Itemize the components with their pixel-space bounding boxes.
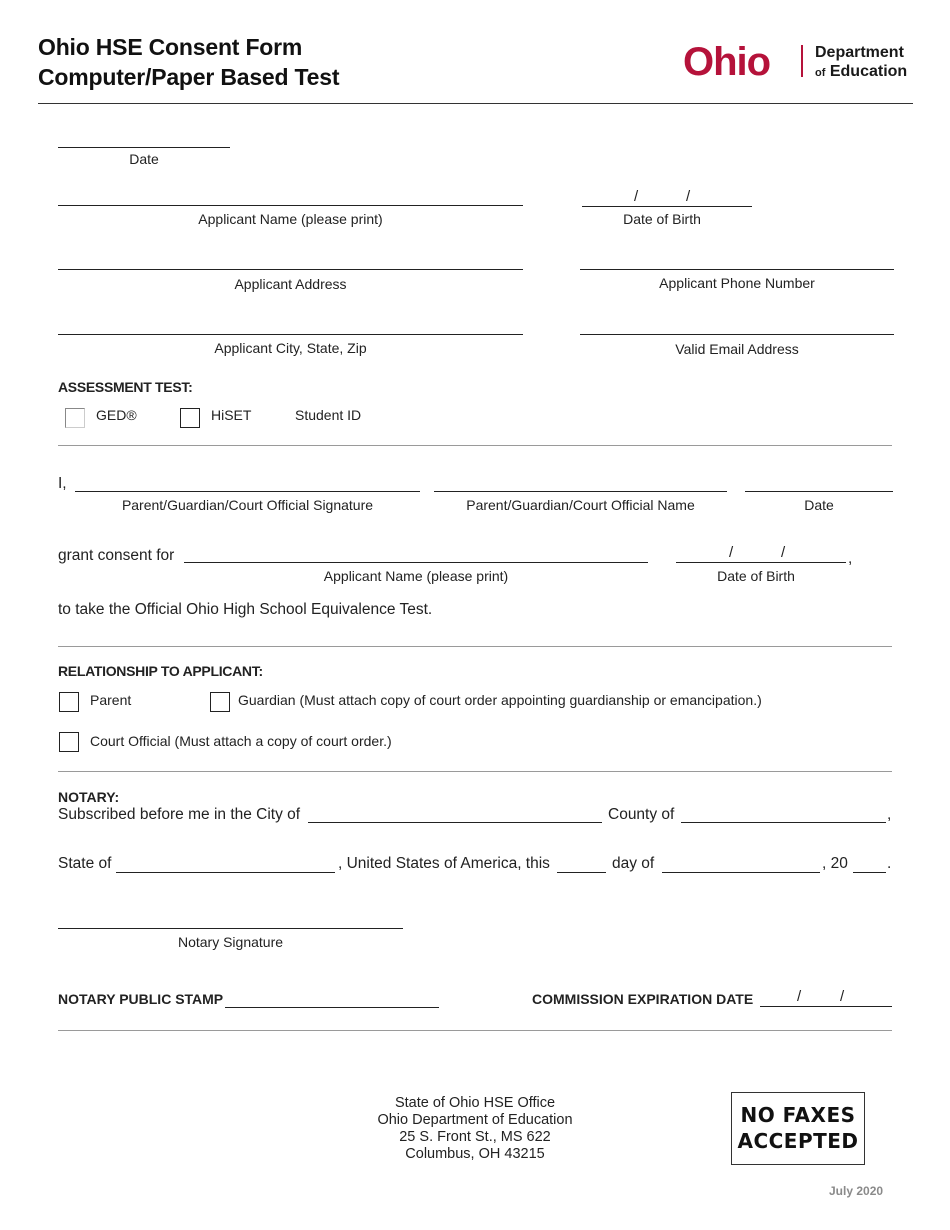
court-official-checkbox[interactable]	[59, 732, 79, 752]
date-field[interactable]	[58, 147, 230, 148]
ged-label: GED®	[96, 407, 137, 423]
email-field[interactable]	[580, 334, 894, 335]
day-of-label: day of	[612, 855, 655, 872]
ged-checkbox[interactable]	[65, 408, 85, 428]
notary-city-field[interactable]	[308, 822, 602, 823]
notary-month-field[interactable]	[662, 872, 820, 873]
email-label: Valid Email Address	[675, 341, 799, 357]
commission-slash-1: /	[797, 988, 802, 1005]
notary-year-field[interactable]	[853, 872, 886, 873]
commission-expiration-label: COMMISSION EXPIRATION DATE	[532, 991, 754, 1007]
section-rule-1	[58, 445, 892, 446]
county-label: County of	[608, 806, 675, 823]
applicant-address-label: Applicant Address	[234, 276, 347, 292]
logo-dept-line1: Department	[815, 44, 904, 61]
logo-divider	[801, 45, 803, 77]
applicant-name-field[interactable]	[58, 205, 523, 206]
grant-consent-label: grant consent for	[58, 547, 175, 564]
guardian-signature-field[interactable]	[75, 491, 420, 492]
form-title-line2: Computer/Paper Based Test	[38, 64, 340, 90]
consent-applicant-name-field[interactable]	[184, 562, 648, 563]
consent-dob-slash-1: /	[729, 544, 734, 561]
phone-field[interactable]	[580, 269, 894, 270]
address-line-4: Columbus, OH 43215	[405, 1146, 545, 1162]
consent-dob-field[interactable]	[676, 562, 846, 563]
hiset-checkbox[interactable]	[180, 408, 200, 428]
commission-expiration-field[interactable]	[760, 1006, 892, 1007]
no-faxes-line2: ACCEPTED	[737, 1129, 859, 1153]
no-faxes-line1: NO FAXES	[740, 1103, 856, 1127]
parent-checkbox[interactable]	[59, 692, 79, 712]
consent-dob-comma: ,	[848, 550, 853, 567]
form-title-line1: Ohio HSE Consent Form	[38, 34, 303, 60]
commission-slash-2: /	[840, 988, 845, 1005]
consent-date-field[interactable]	[745, 491, 893, 492]
subscribed-label: Subscribed before me in the City of	[58, 806, 301, 823]
guardian-name-field[interactable]	[434, 491, 727, 492]
section-rule-2	[58, 646, 892, 647]
phone-label: Applicant Phone Number	[659, 275, 815, 291]
applicant-address-field[interactable]	[58, 269, 523, 270]
guardian-signature-label: Parent/Guardian/Court Official Signature	[121, 497, 374, 513]
applicant-name-label: Applicant Name (please print)	[198, 211, 383, 227]
guardian-name-label: Parent/Guardian/Court Official Name	[466, 497, 695, 513]
mailing-address	[340, 1095, 610, 1163]
year-label: , 20	[822, 855, 848, 872]
assessment-heading: ASSESSMENT TEST:	[58, 379, 193, 395]
logo-dept-line2: of Education	[815, 63, 908, 80]
dob-slash-1: /	[634, 188, 639, 205]
guardian-checkbox[interactable]	[210, 692, 230, 712]
state-label: State of	[58, 855, 112, 872]
notary-state-field[interactable]	[116, 872, 335, 873]
logo-ohio-wordmark: Ohio	[683, 40, 771, 84]
notary-county-field[interactable]	[681, 822, 886, 823]
consent-dob-label: Date of Birth	[717, 568, 795, 584]
form-title	[38, 32, 339, 92]
header-rule	[38, 103, 913, 104]
city-state-zip-label: Applicant City, State, Zip	[214, 340, 367, 356]
logo-department	[815, 43, 907, 83]
court-official-label: Court Official (Must attach a copy of court order.)	[90, 733, 392, 749]
dob-field[interactable]	[582, 206, 752, 207]
revision-date: July 2020	[829, 1184, 884, 1198]
notary-day-field[interactable]	[557, 872, 606, 873]
year-period: .	[887, 855, 892, 872]
usa-label: , United States of America, this	[338, 855, 550, 872]
address-line-3: 25 S. Front St., MS 622	[399, 1129, 551, 1145]
consent-statement: to take the Official Ohio High School Equivalence Test.	[58, 601, 433, 618]
county-comma: ,	[887, 806, 892, 823]
notary-heading: NOTARY:	[58, 789, 120, 805]
notary-stamp-field[interactable]	[225, 1007, 439, 1008]
consent-date-label: Date	[804, 497, 834, 513]
city-state-zip-field[interactable]	[58, 334, 523, 335]
notary-stamp-label: NOTARY PUBLIC STAMP	[58, 991, 224, 1007]
address-line-1: State of Ohio HSE Office	[394, 1095, 556, 1111]
address-line-2: Ohio Department of Education	[377, 1112, 573, 1128]
consent-applicant-name-label: Applicant Name (please print)	[323, 568, 509, 584]
no-faxes-box	[731, 1092, 865, 1165]
hiset-label: HiSET	[211, 407, 252, 423]
parent-label: Parent	[90, 692, 132, 708]
student-id-label: Student ID	[295, 407, 362, 423]
date-label: Date	[129, 151, 159, 167]
relationship-heading: RELATIONSHIP TO APPLICANT:	[58, 663, 263, 679]
dob-label: Date of Birth	[623, 211, 701, 227]
notary-signature-field[interactable]	[58, 928, 403, 929]
i-label: I,	[58, 475, 67, 492]
guardian-label: Guardian (Must attach copy of court order appointing guardianship or emancipation.)	[238, 692, 762, 708]
section-rule-4	[58, 1030, 892, 1031]
section-rule-3	[58, 771, 892, 772]
dob-slash-2: /	[686, 188, 691, 205]
consent-dob-slash-2: /	[781, 544, 786, 561]
notary-signature-label: Notary Signature	[177, 934, 284, 950]
